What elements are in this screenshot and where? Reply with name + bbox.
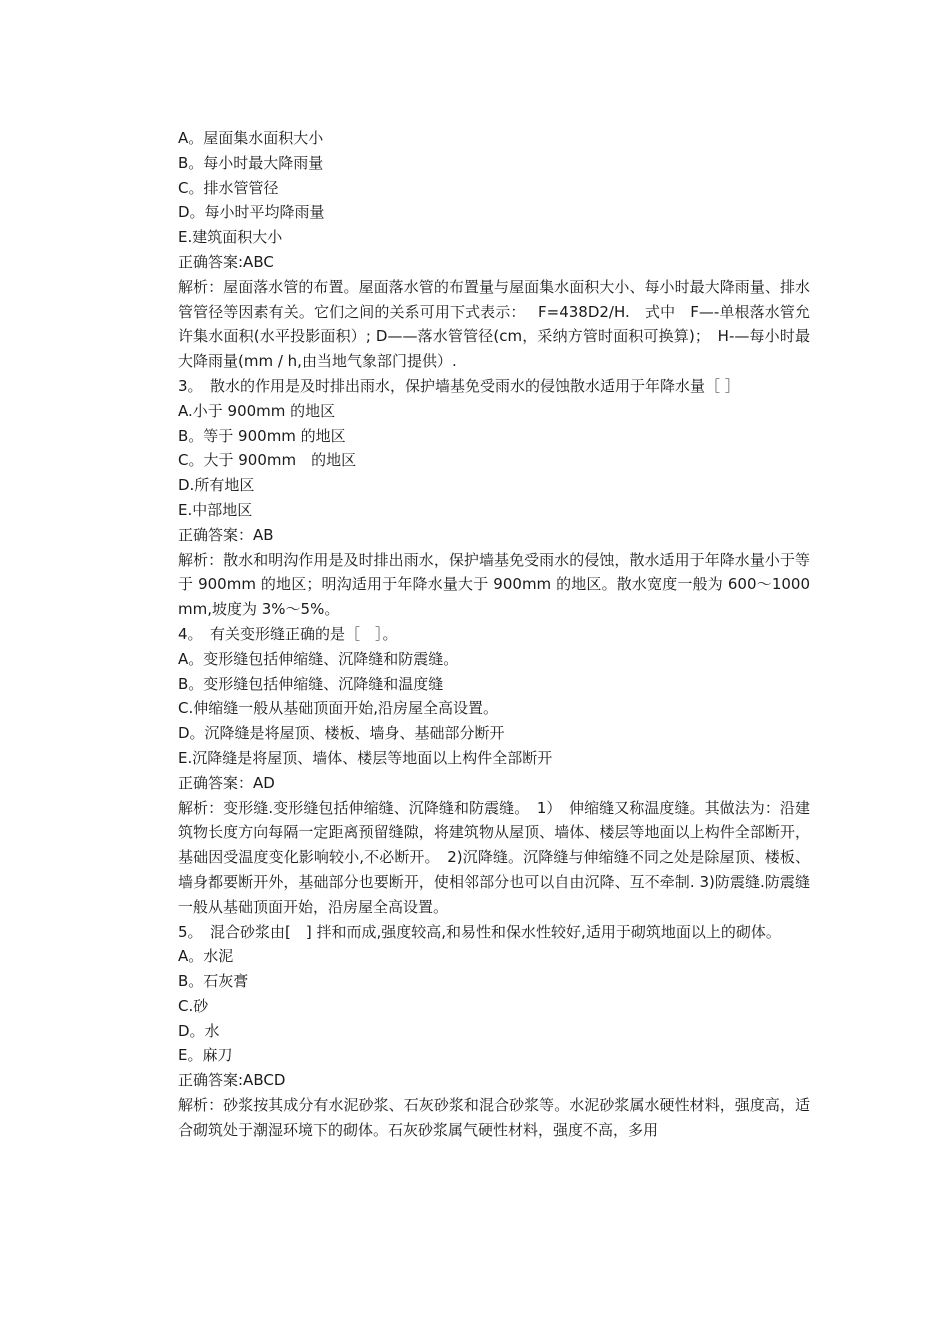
option-a: A。屋面集水面积大小 xyxy=(178,129,324,147)
option-e: E.中部地区 xyxy=(178,500,253,519)
option-d: D。水 xyxy=(178,1021,220,1040)
option-b: B。变形缝包括伸缩缝、沉降缝和温度缝 xyxy=(178,674,444,693)
option-c: C.砂 xyxy=(178,996,209,1015)
option-d: D.所有地区 xyxy=(178,476,255,495)
question-5: 5。 混合砂浆由[ ] 拌和而成,强度较高,和易性和保水性较好,适用于砌筑地面以上的砌体。 xyxy=(178,922,781,941)
option-b: B。等于 900mm 的地区 xyxy=(178,426,346,445)
question-3: 3。 散水的作用是及时排出雨水，保护墙基免受雨水的侵蚀散水适用于年降水量［ ］ xyxy=(178,376,740,395)
answer: 正确答案:ABC xyxy=(178,252,274,271)
option-e: E。麻刀 xyxy=(178,1046,233,1065)
question-4: 4。 有关变形缝正确的是［ ］。 xyxy=(178,624,398,643)
answer: 正确答案:ABCD xyxy=(178,1071,286,1090)
option-a: A.小于 900mm 的地区 xyxy=(178,401,336,420)
option-c: C.伸缩缝一般从基础顶面开始,沿房屋全高设置。 xyxy=(178,699,499,718)
option-d: D。沉降缝是将屋顶、楼板、墙身、基础部分断开 xyxy=(178,724,505,743)
option-c: C。排水管管径 xyxy=(178,178,279,197)
explanation: 解析：屋面落水管的布置。屋面落水管的布置量与屋面集水面积大小、每小时最大降雨量、排水管管径等因素有关。它们之间的关系可用下式表示： F=438D2/H. 式中 F—-单根落水管允许集水面积(水平投影面积）; D——落水管管径(cm，采纳方管时面积可换算)； H-—每小时最大降雨量(mm / h,由当地气象部门提供）. xyxy=(178,277,810,371)
option-a: A。水泥 xyxy=(178,947,234,966)
explanation: 解析：砂浆按其成分有水泥砂浆、石灰砂浆和混合砂浆等。水泥砂浆属水硬性材料，强度高，适合砌筑处于潮湿环境下的砌体。石灰砂浆属气硬性材料，强度不高，多用 xyxy=(178,1096,810,1139)
document-page xyxy=(178,126,810,1143)
option-c: C。大于 900mm 的地区 xyxy=(178,451,357,470)
explanation: 解析：变形缝.变形缝包括伸缩缝、沉降缝和防震缝。 1） 伸缩缝又称温度缝。其做法为：沿建筑物长度方向每隔一定距离预留缝隙，将建筑物从屋顶、墙体、楼层等地面以上构件全部断开，基础因受温度变化影响较小,不必断开。 2)沉降缝。沉降缝与伸缩缝不同之处是除屋顶、楼板、墙身都要断开外，基础部分也要断开，使相邻部分也可以自由沉降、互不牵制. 3)防震缝.防震缝一般从基础顶面开始，沿房屋全高设置。 xyxy=(178,798,810,916)
option-a: A。变形缝包括伸缩缝、沉降缝和防震缝。 xyxy=(178,649,459,668)
answer: 正确答案：AD xyxy=(178,773,275,792)
option-e: E.建筑面积大小 xyxy=(178,228,283,247)
option-b: B。石灰膏 xyxy=(178,972,249,991)
option-e: E.沉降缝是将屋顶、墙体、楼层等地面以上构件全部断开 xyxy=(178,748,553,767)
explanation: 解析：散水和明沟作用是及时排出雨水，保护墙基免受雨水的侵蚀，散水适用于年降水量小于等于 900mm 的地区；明沟适用于年降水量大于 900mm 的地区。散水宽度一般为 600～1000mm,坡度为 3%～5%。 xyxy=(178,550,810,619)
answer: 正确答案：AB xyxy=(178,525,274,544)
option-d: D。每小时平均降雨量 xyxy=(178,203,325,222)
option-b: B。每小时最大降雨量 xyxy=(178,153,324,172)
